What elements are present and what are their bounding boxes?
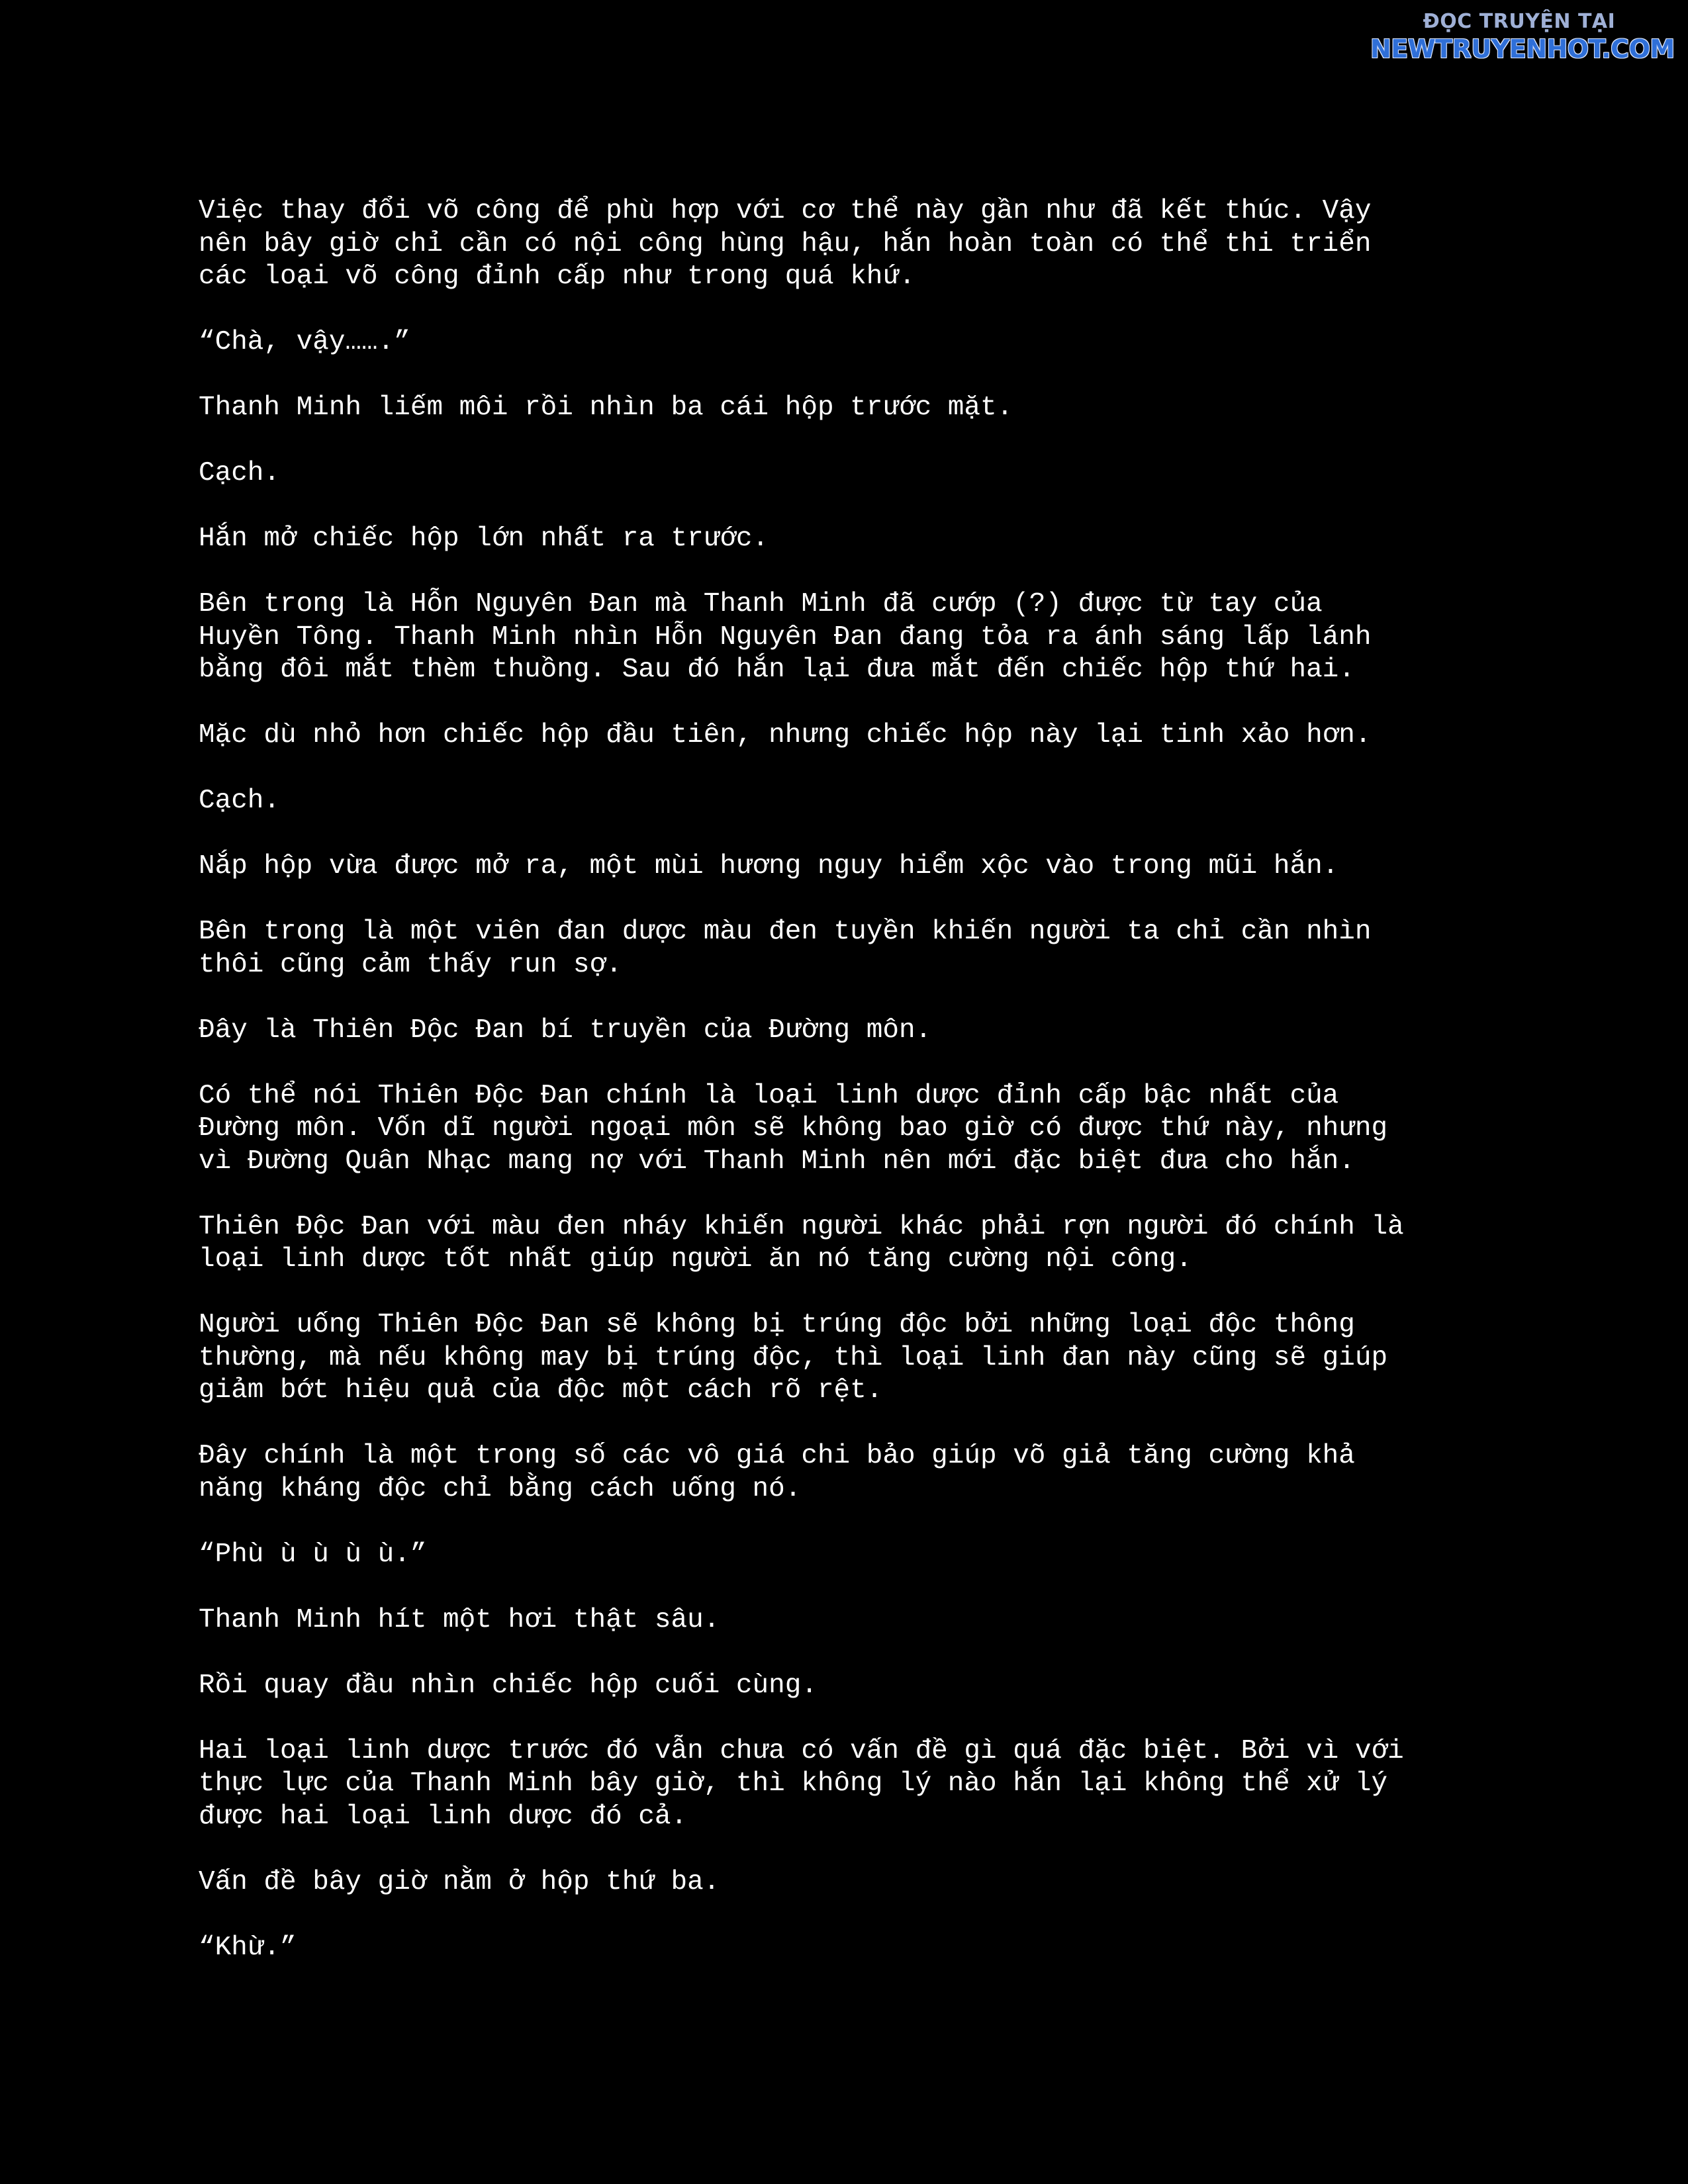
paragraph: Thanh Minh liếm môi rồi nhìn ba cái hộp trước mặt. bbox=[199, 392, 1013, 423]
paragraph: “Khừ.” bbox=[199, 1932, 297, 1963]
paragraph: Vấn đề bây giờ nằm ở hộp thứ ba. bbox=[199, 1866, 720, 1897]
paragraph: Việc thay đổi võ công để phù hợp với cơ thể này gần như đã kết thúc. Vậy nên bây giờ chỉ cần có nội công hùng hậu, hắn hoàn toàn có thể thi triển các loại võ công đỉnh cấp như trong quá khứ. bbox=[199, 196, 1372, 292]
paragraph: Hai loại linh dược trước đó vẫn chưa có vấn đề gì quá đặc biệt. Bởi vì với thực lực của Thanh Minh bây giờ, thì không lý nào hắn lại không thể xử lý được hai loại linh dược đó cả. bbox=[199, 1735, 1404, 1832]
paragraph: Mặc dù nhỏ hơn chiếc hộp đầu tiên, nhưng chiếc hộp này lại tinh xảo hơn. bbox=[199, 720, 1372, 751]
paragraph: Đây là Thiên Độc Đan bí truyền của Đường môn. bbox=[199, 1015, 932, 1046]
site-watermark bbox=[1370, 9, 1675, 64]
paragraph: Cạch. bbox=[199, 458, 281, 488]
paragraph: Thanh Minh hít một hơi thật sâu. bbox=[199, 1604, 720, 1635]
paragraph: Người uống Thiên Độc Đan sẽ không bị trúng độc bởi những loại độc thông thường, mà nếu không may bị trúng độc, thì loại linh đan này cũng sẽ giúp giảm bớt hiệu quả của độc một cách rõ rệt. bbox=[199, 1310, 1388, 1406]
paragraph: Đây chính là một trong số các vô giá chi bảo giúp võ giả tăng cường khả năng kháng độc chỉ bằng cách uống nó. bbox=[199, 1441, 1355, 1504]
watermark-site-name: NEWTRUYENHOT.COM bbox=[1370, 34, 1675, 64]
paragraph: Bên trong là một viên đan dược màu đen tuyền khiến người ta chỉ cần nhìn thôi cũng cảm thấy run sợ. bbox=[199, 917, 1372, 980]
paragraph: Cạch. bbox=[199, 786, 281, 816]
paragraph: Thiên Độc Đan với màu đen nháy khiến người khác phải rợn người đó chính là loại linh dược tốt nhất giúp người ăn nó tăng cường nội công. bbox=[199, 1211, 1404, 1275]
paragraph: “Phù ù ù ù ù.” bbox=[199, 1539, 427, 1570]
story-text bbox=[199, 195, 1523, 1997]
watermark-caption: ĐỌC TRUYỆN TẠI bbox=[1423, 10, 1616, 33]
paragraph: Hắn mở chiếc hộp lớn nhất ra trước. bbox=[199, 523, 769, 554]
paragraph: Có thể nói Thiên Độc Đan chính là loại linh dược đỉnh cấp bậc nhất của Đường môn. Vốn dĩ người ngoại môn sẽ không bao giờ có được thứ này, nhưng vì Đường Quân Nhạc mang nợ với Thanh Minh nên mới đặc biệt đưa cho hắn. bbox=[199, 1080, 1388, 1177]
paragraph: Rồi quay đầu nhìn chiếc hộp cuối cùng. bbox=[199, 1670, 818, 1701]
paragraph: Nắp hộp vừa được mở ra, một mùi hương nguy hiểm xộc vào trong mũi hắn. bbox=[199, 851, 1339, 882]
paragraph: “Chà, vậy…….” bbox=[199, 327, 410, 357]
paragraph: Bên trong là Hỗn Nguyên Đan mà Thanh Minh đã cướp (?) được từ tay của Huyền Tông. Thanh Minh nhìn Hỗn Nguyên Đan đang tỏa ra ánh sáng lấp lánh bằng đôi mắt thèm thuồng. Sau đó hắn lại đưa mắt đến chiếc hộp thứ hai. bbox=[199, 589, 1372, 685]
